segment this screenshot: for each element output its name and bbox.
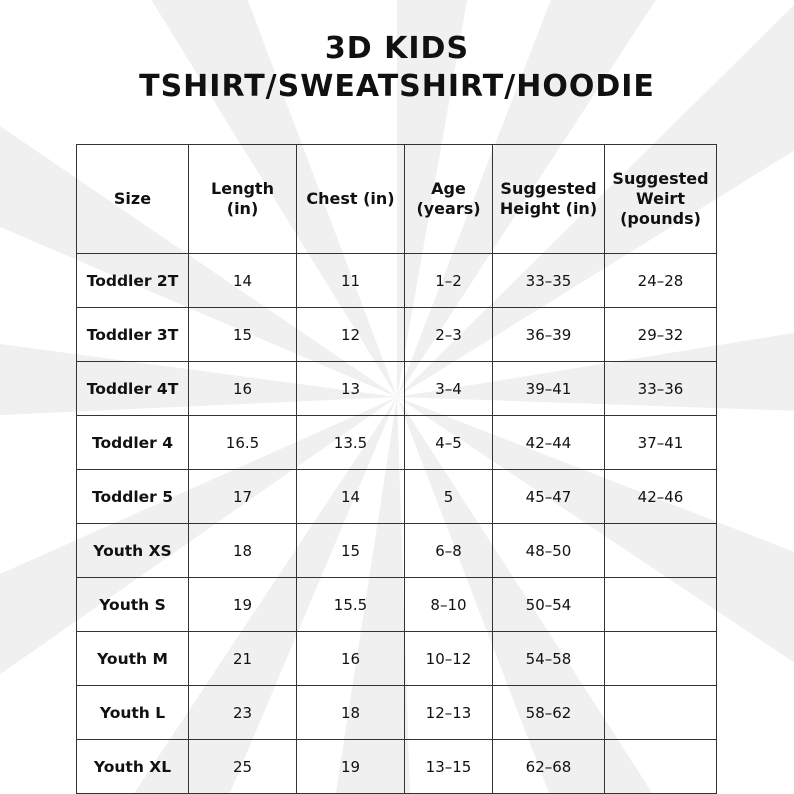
cell-length: 19	[189, 578, 297, 632]
table-row	[77, 524, 717, 578]
cell-age: 1–2	[405, 254, 493, 308]
cell-height: 42–44	[493, 416, 605, 470]
cell-chest: 16	[297, 632, 405, 686]
title-line-2: TSHIRT/SWEATSHIRT/HOODIE	[139, 68, 655, 104]
table-row	[77, 632, 717, 686]
cell-length: 16.5	[189, 416, 297, 470]
cell-chest: 15.5	[297, 578, 405, 632]
cell-age: 4–5	[405, 416, 493, 470]
cell-height: 39–41	[493, 362, 605, 416]
cell-length: 16	[189, 362, 297, 416]
column-header-length	[189, 145, 297, 254]
cell-height: 45–47	[493, 470, 605, 524]
cell-age: 8–10	[405, 578, 493, 632]
cell-weight: 33–36	[605, 362, 717, 416]
cell-chest: 18	[297, 686, 405, 740]
cell-height: 50–54	[493, 578, 605, 632]
cell-chest: 15	[297, 524, 405, 578]
table-row	[77, 578, 717, 632]
size-chart-table-wrapper	[76, 144, 716, 794]
cell-height: 48–50	[493, 524, 605, 578]
table-row	[77, 416, 717, 470]
cell-chest: 12	[297, 308, 405, 362]
cell-size: Toddler 2T	[77, 254, 189, 308]
cell-height: 62–68	[493, 740, 605, 794]
table-row	[77, 254, 717, 308]
column-header-height	[493, 145, 605, 254]
column-header-length-line-2: (in)	[226, 199, 259, 218]
column-header-age	[405, 145, 493, 254]
cell-height: 36–39	[493, 308, 605, 362]
title-line-1: 3D KIDS	[324, 31, 470, 66]
cell-size: Youth S	[77, 578, 189, 632]
cell-length: 18	[189, 524, 297, 578]
cell-weight	[605, 578, 717, 632]
cell-age: 10–12	[405, 632, 493, 686]
column-header-chest	[297, 145, 405, 254]
cell-size: Toddler 5	[77, 470, 189, 524]
column-header-size	[77, 145, 189, 254]
cell-age: 5	[405, 470, 493, 524]
table-row	[77, 470, 717, 524]
cell-weight	[605, 686, 717, 740]
cell-weight: 37–41	[605, 416, 717, 470]
cell-size: Youth XS	[77, 524, 189, 578]
cell-weight	[605, 524, 717, 578]
column-header-age-line-1: Age	[431, 179, 466, 198]
cell-weight: 24–28	[605, 254, 717, 308]
column-header-weight	[605, 145, 717, 254]
column-header-weight-line-2: Weirt	[636, 189, 685, 208]
column-header-length-line-1: Length	[211, 179, 274, 198]
cell-age: 2–3	[405, 308, 493, 362]
cell-weight	[605, 632, 717, 686]
cell-size: Youth M	[77, 632, 189, 686]
cell-age: 6–8	[405, 524, 493, 578]
cell-size: Toddler 4	[77, 416, 189, 470]
column-header-weight-line-3: (pounds)	[620, 209, 701, 228]
column-header-chest-line-1: Chest (in)	[306, 189, 395, 208]
cell-size: Youth L	[77, 686, 189, 740]
column-header-height-line-1: Suggested	[500, 179, 597, 198]
column-header-age-line-2: (years)	[416, 199, 481, 218]
table-row	[77, 362, 717, 416]
table-row	[77, 740, 717, 794]
table-row	[77, 308, 717, 362]
cell-length: 23	[189, 686, 297, 740]
cell-age: 13–15	[405, 740, 493, 794]
cell-size: Toddler 4T	[77, 362, 189, 416]
table-row	[77, 686, 717, 740]
cell-age: 3–4	[405, 362, 493, 416]
table-header-row	[77, 145, 717, 254]
page-title	[0, 0, 794, 105]
cell-length: 21	[189, 632, 297, 686]
cell-chest: 11	[297, 254, 405, 308]
cell-weight	[605, 740, 717, 794]
cell-height: 58–62	[493, 686, 605, 740]
cell-chest: 13.5	[297, 416, 405, 470]
cell-height: 33–35	[493, 254, 605, 308]
cell-chest: 13	[297, 362, 405, 416]
cell-height: 54–58	[493, 632, 605, 686]
column-header-weight-line-1: Suggested	[612, 169, 709, 188]
cell-length: 17	[189, 470, 297, 524]
cell-chest: 19	[297, 740, 405, 794]
cell-size: Toddler 3T	[77, 308, 189, 362]
cell-size: Youth XL	[77, 740, 189, 794]
cell-length: 25	[189, 740, 297, 794]
cell-chest: 14	[297, 470, 405, 524]
column-header-height-line-2: Height (in)	[499, 199, 598, 218]
cell-weight: 29–32	[605, 308, 717, 362]
cell-weight: 42–46	[605, 470, 717, 524]
column-header-size-line-1: Size	[113, 189, 152, 208]
size-chart-table	[76, 144, 717, 794]
cell-length: 14	[189, 254, 297, 308]
cell-age: 12–13	[405, 686, 493, 740]
cell-length: 15	[189, 308, 297, 362]
